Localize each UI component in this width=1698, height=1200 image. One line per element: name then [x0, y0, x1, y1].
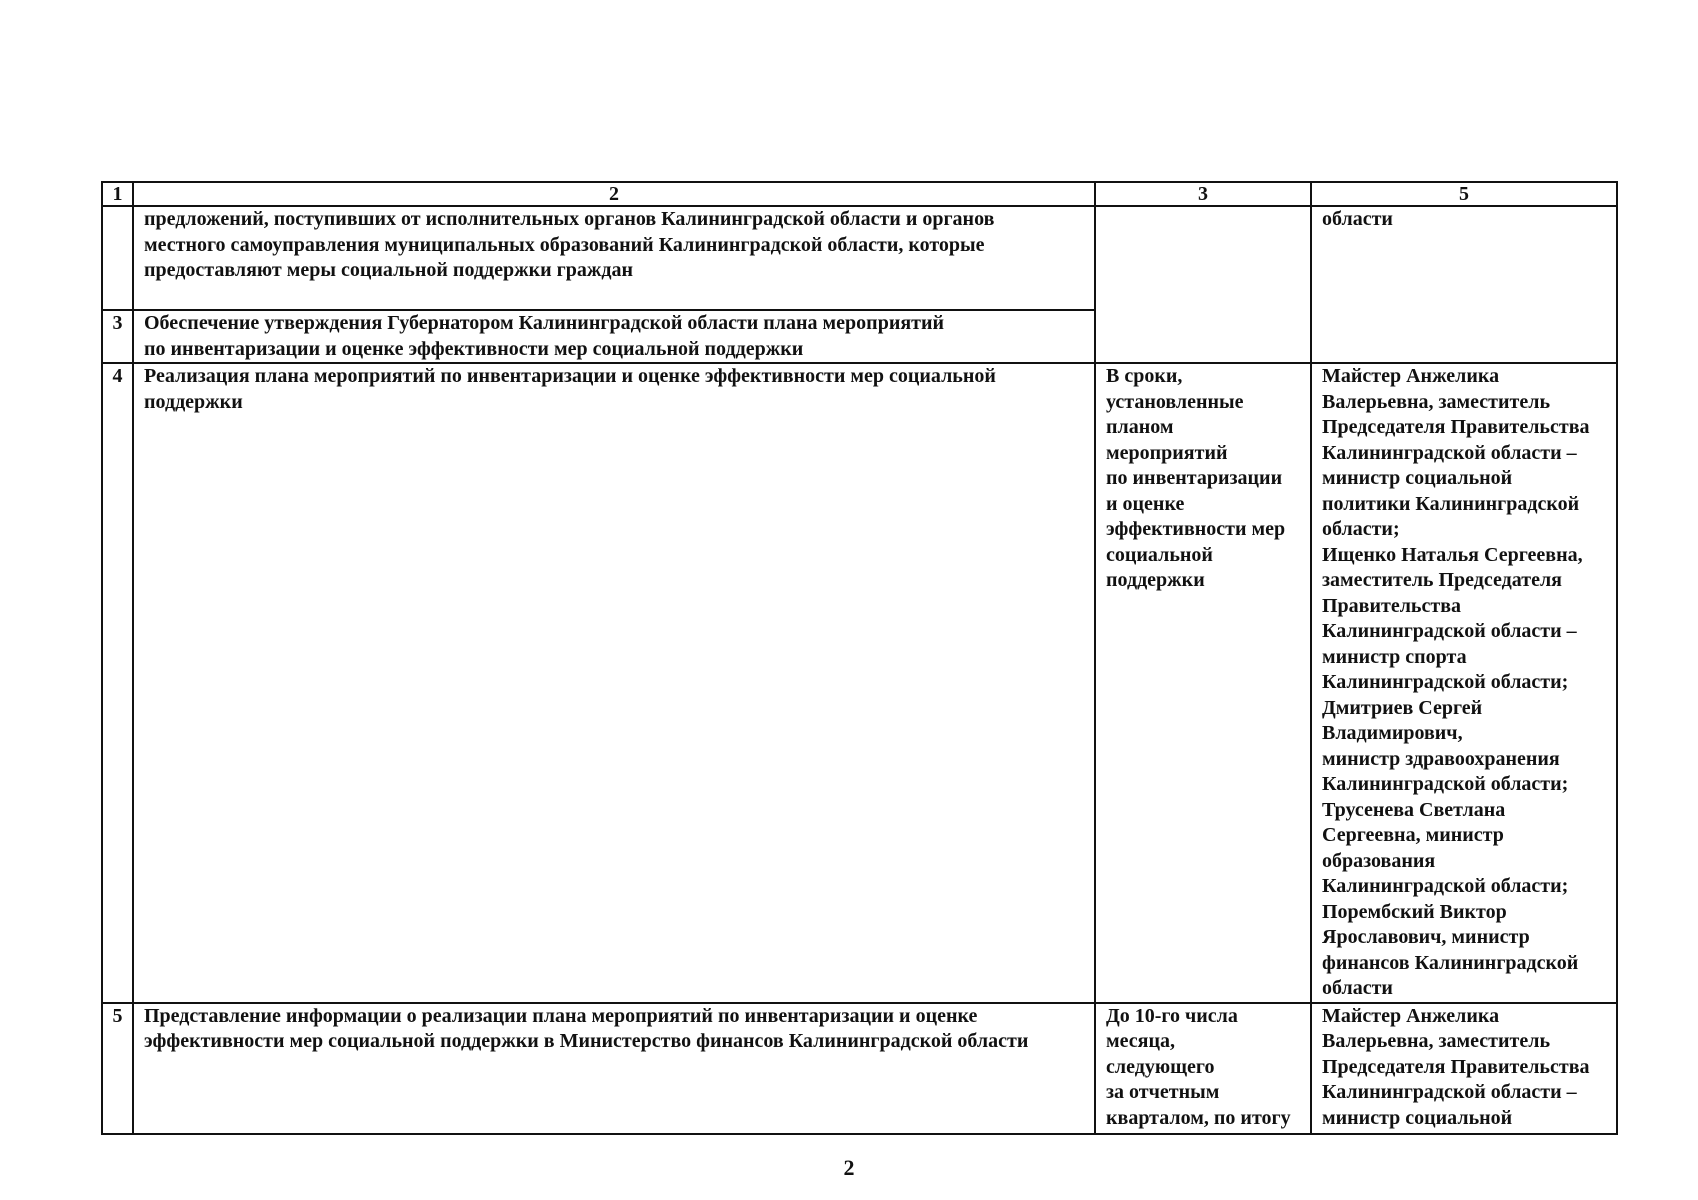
column-header-deadline: 3 [1095, 182, 1311, 206]
row-description: Обеспечение утверждения Губернатором Калининградской области плана мероприятий по инвентаризации и оценке эффективности мер социальной поддержки [133, 310, 1095, 363]
table-header-row [102, 182, 1617, 206]
column-header-description: 2 [133, 182, 1095, 206]
row-responsible: Майстер Анжелика Валерьевна, заместитель Председателя Правительства Калининградской области – министр социальной политики Калининградской области; Ищенко Наталья Сергеевна, заместитель Председателя Правительства Калининградской области – министр спорта Калининградской области; Дмитриев Сергей Владимирович, министр здравоохранения Калининградской области; Трусенева Светлана Сергеевна, министр образования Калининградской области; Порембский Виктор Ярославович, министр финансов Калининградской области [1311, 363, 1617, 1003]
table-row [102, 1003, 1617, 1134]
row-description: предложений, поступивших от исполнительных органов Калининградской области и органов местного самоуправления муниципальных образований Калининградской области, которые предоставляют меры социальной поддержки граждан [133, 206, 1095, 310]
row-number: 5 [102, 1003, 133, 1134]
column-header-responsible: 5 [1311, 182, 1617, 206]
row-responsible: области [1311, 206, 1617, 363]
row-deadline [1095, 206, 1311, 363]
row-number [102, 206, 133, 310]
page-number: 2 [843, 1155, 855, 1180]
table-row [102, 206, 1617, 310]
row-deadline: До 10-го числа месяца, следующего за отчетным кварталом, по итогу [1095, 1003, 1311, 1134]
row-deadline: В сроки, установленные планом мероприятий по инвентаризации и оценке эффективности мер социальной поддержки [1095, 363, 1311, 1003]
row-number: 4 [102, 363, 133, 1003]
row-description: Представление информации о реализации плана мероприятий по инвентаризации и оценке эффективности мер социальной поддержки в Министерство финансов Калининградской области [133, 1003, 1095, 1134]
column-header-number: 1 [102, 182, 133, 206]
measures-table [101, 181, 1618, 1135]
row-responsible: Майстер Анжелика Валерьевна, заместитель Председателя Правительства Калининградской области – министр социальной [1311, 1003, 1617, 1134]
table-row [102, 363, 1617, 1003]
row-description: Реализация плана мероприятий по инвентаризации и оценке эффективности мер социальной поддержки [133, 363, 1095, 1003]
row-number: 3 [102, 310, 133, 363]
